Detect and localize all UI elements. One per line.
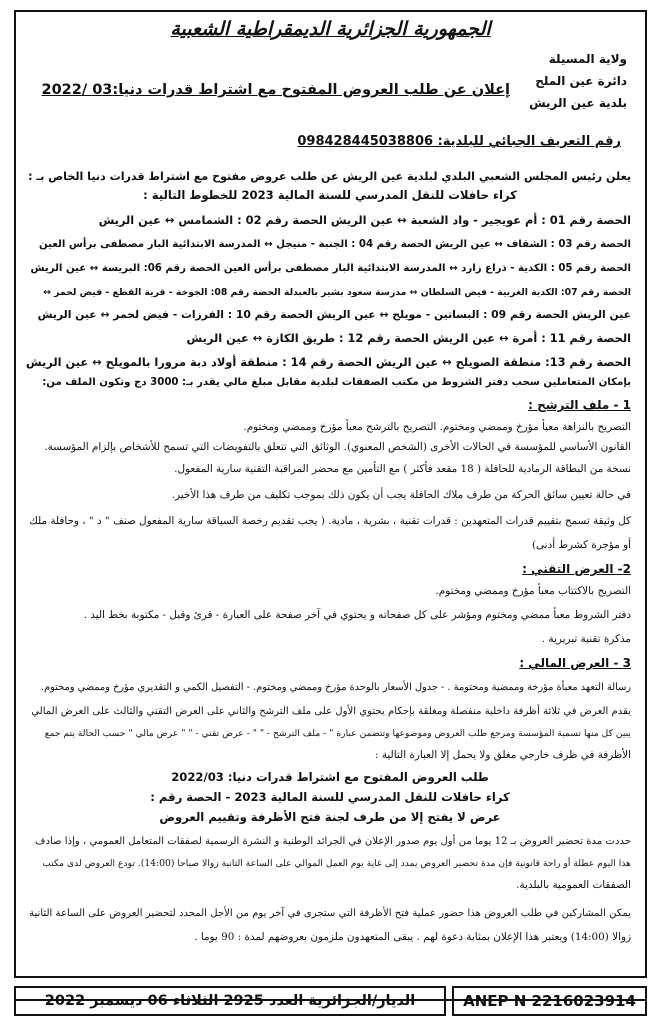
section-line: التصريح بالنزاهة معبأ مؤرخ وممضي ومختوم. التصريح بالترشح معبأ مؤرخ وممضي ومختوم. — [243, 421, 631, 433]
lot-line: الحصة رقم 13: منطقة الصويلح ↔ عين الريش الحصة رقم 14 : منطقة أولاد دبة مرورا بالمويلح ↔ عين الريش — [25, 355, 631, 369]
commune-label: بلدية عين الريش — [529, 96, 627, 110]
closing-line: هذا اليوم عطلة أو راحة قانونية فإن مدة تحضير العروض يمدد إلى غاية يوم العمل الموالي على الساعة الثانية زوالا صباحا (14:00). تودع العروض لدى مكتب — [42, 858, 631, 869]
withdrawal-line: بإمكان المتعاملين سحب دفتر الشروط من مكتب الصفقات لبلدية مقابل مبلغ مالي يقدر بـ: 3000 دج وتكون الملف من: — [42, 377, 631, 388]
intro-subject: كراء حافلات للنقل المدرسي للسنة المالية 2023 للخطوط التالية : — [143, 188, 517, 202]
section-line: في حالة تعيين سائق الحركة من طرف ملاك الحافلة يجب أن يكون ذلك بموجب تكليف من طرف هذا الأخير. — [171, 489, 631, 501]
section-line: يقدم العرض في ثلاثة أظرفة داخلية منفصلة ومغلقة بإحكام يحتوي الأول على ملف الترشح والثاني على العرض التقني والثالث على العرض المالي — [31, 706, 631, 717]
anep-number: ANEP N 2216023914 — [452, 986, 647, 1016]
lot-line: الحصة رقم 01 : أم عويجير - واد الشعبة ↔ عين الريش الحصة رقم 02 : الشمامس ↔ عين الريش — [98, 213, 631, 227]
section-line: كل وثيقة تسمح بتقييم قدرات المتعهدين : قدرات تقنية ، بشرية ، مادية. ( يجب تقديم رخصة السياقة سارية المفعول صنف " د " ، وحافلة ملك — [29, 515, 631, 527]
section-line: أو مؤجرة كشرط أدنى) — [531, 539, 631, 551]
lot-line: الحصة رقم 11 : أمرة ↔ عين الريش الحصة رقم 12 : طريق الكازة ↔ عين الريش — [186, 331, 631, 345]
daira-label: دائرة عين الملح — [535, 74, 627, 88]
closing-line: الصفقات العمومية بالبلدية. — [516, 879, 631, 891]
envelope-line: عرض لا يفتح إلا من طرف لجنة فتح الأظرفة وتقييم العروض — [159, 810, 501, 824]
lot-line: الحصة رقم 07: الكدية الغربية - فيض السلطان ↔ مدرسة سعود بشير بالعبدلة الحصة رقم 08: الجوخة - قرية القطع - فيض لحمر ↔ — [43, 287, 631, 298]
section-line: الأظرفة في ظرف خارجي مغلق ولا يحمل إلا العبارة التالية : — [375, 749, 631, 761]
republic-heading: الجمهورية الجزائرية الديمقراطية الشعبية — [170, 18, 491, 40]
announcement-title: إعلان عن طلب العروض المفتوح مع اشتراط قدرات دنيا:03 /2022 — [41, 82, 510, 98]
section-line: التصريح بالاكتتاب معبأ مؤرخ وممضي ومختوم. — [435, 585, 631, 597]
lot-line: عين الريش الحصة رقم 09 : البساتين - مويلح ↔ عين الريش الحصة رقم 10 : الفرزات - فيض لحمر ↔ عين الريش — [37, 308, 631, 321]
section-line: دفتر الشروط معبأ ممضي ومختوم ومؤشر على كل صفحاته و يحتوي في آخر صفحة على العبارة - قرئ وقبل - مكتوبة بخط اليد . — [83, 609, 631, 621]
lot-line: الحصة رقم 05 : الكدية - ذراع زارد ↔ المدرسة الابتدائية البار مصطفى برأس العين الحصة رقم 06: البريسة ↔ عين الريش — [30, 263, 631, 274]
closing-line: يمكن المشاركين في طلب العروض هذا حضور عملية فتح الأظرفة التي ستجرى في آخر يوم من الأجل المحدد لتحضير العروض على الساعة الثانية — [29, 908, 631, 919]
section-line: رسالة التعهد معبأة مؤرخة وممضية ومختومة . - جدول الأسعار بالوحدة مؤرخ وممضي ومختوم. - التفصيل الكمي و التقديري مؤرخ وممضي ومختوم. — [40, 682, 631, 693]
closing-line: حددت مدة تحضير العروض بـ 12 يوما من أول يوم صدور الإعلان في الجرائد الوطنية و النشرة الرسمية لصفقات المتعامل العمومي ، وإذا صادف — [34, 836, 631, 847]
section-line: يبين كل منها تسمية المؤسسة ومرجع طلب العروض وموضوعها وتتضمن عبارة " - ملف الترشح - " " - عرض تقني - " " عرض مالي " حسب الحالة يتم جمع — [44, 728, 631, 739]
section-title-technical: 2- العرض التقني : — [522, 562, 631, 576]
section-title-candidacy: 1 - ملف الترشح : — [528, 398, 631, 412]
lot-line: الحصة رقم 03 : الشقاف ↔ عين الريش الحصة رقم 04 : الجنبة - منيجل ↔ المدرسة الابتدائية البار مصطفى برأس العين — [38, 239, 631, 250]
tax-id: رقم التعريف الجبائي للبلدية: 098428445038806 — [297, 134, 621, 149]
intro-line: يعلن رئيس المجلس الشعبي البلدي لبلدية عين الريش عن طلب عروض مفتوح مع اشتراط قدرات دنيا الخاص بـ : — [28, 170, 631, 183]
section-title-financial: 3 - العرض المالي : — [519, 656, 631, 670]
section-line: نسخة من البطاقة الرمادية للحافلة ( 18 مقعد فأكثر ) مع التأمين مع محضر المراقبة التقنية سارية المفعول. — [174, 463, 631, 475]
envelope-line: طلب العروض المفتوح مع اشتراط قدرات دنيا: 2022/03 — [171, 770, 489, 784]
publication-info: الديار/الجزائرية العدد 2925 الثلاثاء 06 ديسمبر 2022 — [14, 986, 446, 1016]
envelope-line: كراء حافلات للنقل المدرسي للسنة المالية 2023 - الحصة رقم : — [150, 790, 510, 804]
section-line: مذكرة تقنية تبريرية . — [541, 633, 631, 645]
closing-line: زوالا (14:00) ويعتبر هذا الإعلان بمثابة دعوة لهم . يبقى المتعهدون ملزمون بعروضهم لمدة : 90 يوما . — [194, 931, 631, 943]
section-line: القانون الأساسي للمؤسسة في الحالات الأخرى (الشخص المعنوي). الوثائق التي تتعلق بالتفويضات التي تسمح للأشخاص بإلزام المؤسسة. — [44, 441, 631, 453]
wilaya-label: ولاية المسيلة — [548, 52, 627, 66]
